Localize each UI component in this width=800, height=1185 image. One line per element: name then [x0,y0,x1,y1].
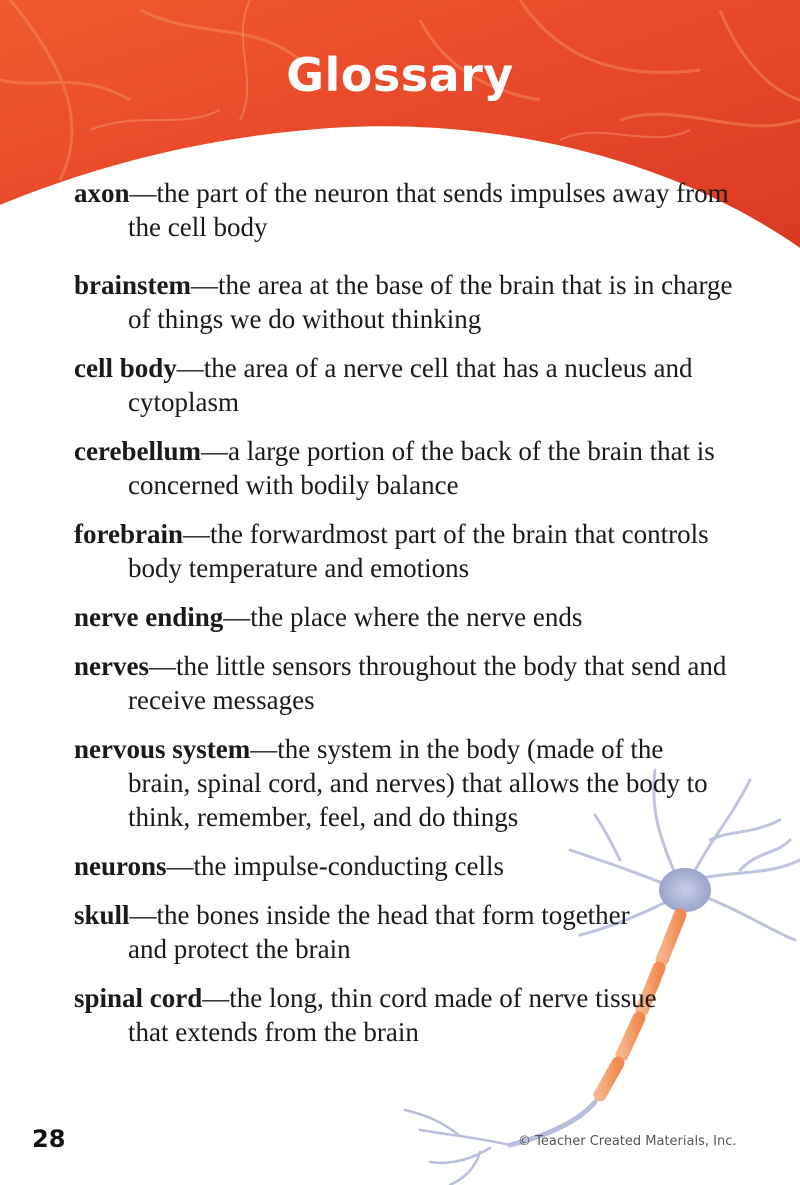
glossary-definition: the little sensors throughout the body that send and receive messages [128,651,727,715]
glossary-term: nerves [74,651,149,681]
glossary-definition: the bones inside the head that form together and protect the brain [128,900,630,964]
glossary-term: spinal cord [74,983,203,1013]
glossary-entry: brainstem—the area at the base of the brain that is in charge of things we do without thinking [74,270,733,334]
glossary-term: axon [74,178,130,208]
glossary-entry: spinal cord—the long, thin cord made of nerve tissue that extends from the brain [74,983,657,1047]
glossary-definition: the forwardmost part of the brain that controls body temperature and emotions [128,519,709,583]
glossary-entry: neurons—the impulse-conducting cells [74,851,504,881]
glossary-definition: the place where the nerve ends [250,602,583,632]
glossary-definition: the impulse-conducting cells [193,851,504,881]
glossary-term: nerve ending [74,602,224,632]
page-title: Glossary [286,48,514,102]
glossary-entry: nervous system—the system in the body (made of the brain, spinal cord, and nerves) that allows the body to think, remember, feel, and do things [74,734,708,832]
page-number: 28 [32,1125,66,1153]
glossary-definition: the part of the neuron that sends impulses away from the cell body [128,178,729,242]
glossary-term: nervous system [74,734,251,764]
glossary-term: forebrain [74,519,183,549]
glossary-entry: axon—the part of the neuron that sends impulses away from the cell body [74,178,729,242]
glossary-definition: a large portion of the back of the brain that is concerned with bodily balance [128,436,715,500]
glossary-definition: the area of a nerve cell that has a nucleus and cytoplasm [128,353,693,417]
glossary-entry: skull—the bones inside the head that form together and protect the brain [74,900,630,964]
glossary-entry: forebrain—the forwardmost part of the brain that controls body temperature and emotions [74,519,709,583]
glossary-term: skull [74,900,130,930]
glossary-definition: the system in the body (made of the brain, spinal cord, and nerves) that allows the body to think, remember, feel, and do things [128,734,708,832]
glossary-term: cerebellum [74,436,201,466]
glossary-entry: nerves—the little sensors throughout the body that send and receive messages [74,651,727,715]
glossary-definition: the long, thin cord made of nerve tissue that extends from the brain [128,983,657,1047]
glossary-entry: nerve ending—the place where the nerve ends [74,602,583,632]
glossary-term: brainstem [74,270,191,300]
glossary-definition: the area at the base of the brain that is in charge of things we do without thinking [128,270,733,334]
glossary-term: cell body [74,353,177,383]
glossary-entry: cell body—the area of a nerve cell that has a nucleus and cytoplasm [74,353,693,417]
glossary-term: neurons [74,851,167,881]
glossary-entry: cerebellum—a large portion of the back of the brain that is concerned with bodily balance [74,436,715,500]
copyright-notice: © Teacher Created Materials, Inc. [518,1134,737,1149]
glossary-list [74,176,734,1049]
